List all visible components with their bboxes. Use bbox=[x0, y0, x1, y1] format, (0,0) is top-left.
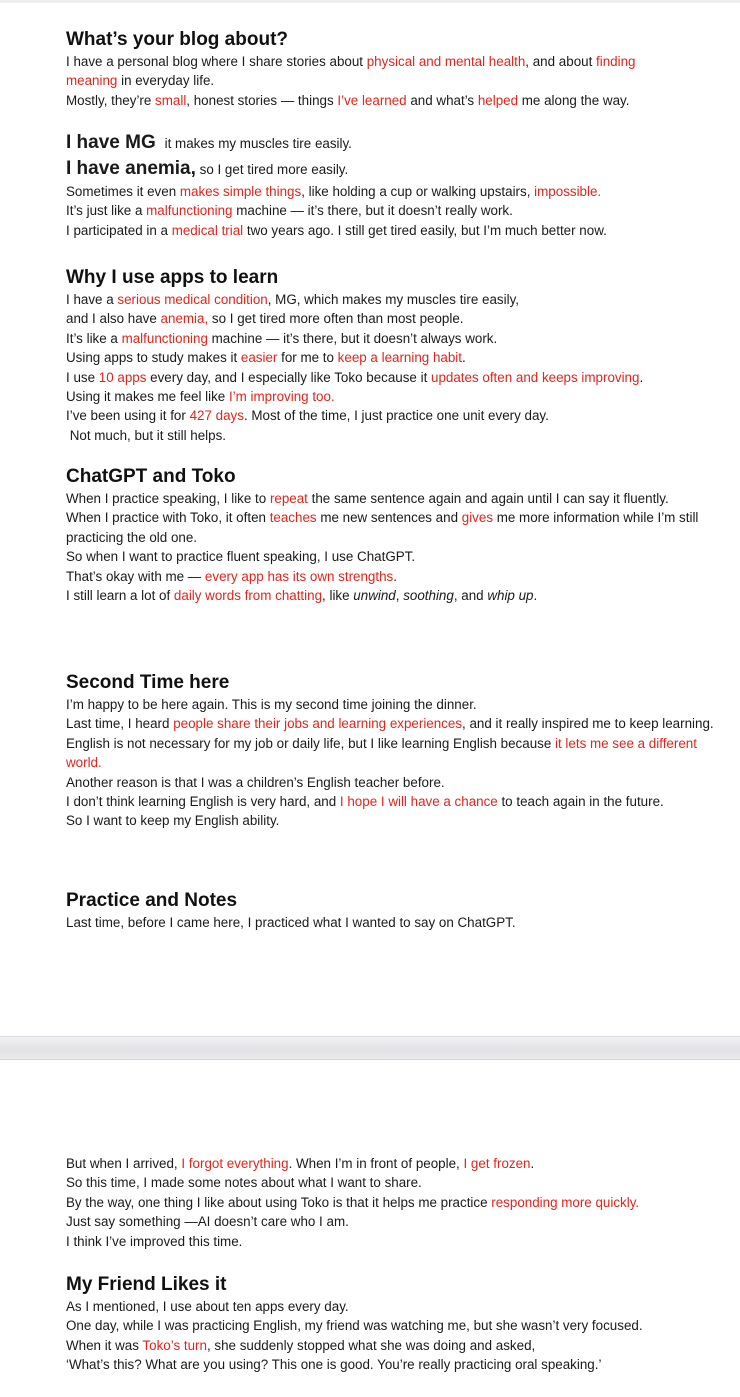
text: Mostly, they’re bbox=[66, 92, 156, 108]
highlight: makes simple things bbox=[179, 184, 302, 199]
text: Last time, I heard bbox=[66, 716, 174, 732]
highlight: people share their jobs and learning experiences bbox=[173, 716, 463, 732]
paragraph bbox=[66, 508, 728, 547]
text: for me to bbox=[277, 350, 338, 366]
paragraph-line: I’m happy to be here again. This is my second time joining the dinner. bbox=[66, 697, 477, 712]
text: . bbox=[462, 350, 466, 366]
text: and what’s bbox=[406, 92, 478, 108]
text: so I get tired more often than most people. bbox=[208, 311, 464, 327]
highlight: I hope I will have a chance bbox=[339, 794, 498, 810]
heading-practice-notes: Practice and Notes bbox=[66, 890, 238, 911]
paragraph-line: ‘What’s this? What are you using? This one is good. You’re really practicing oral speaking.’ bbox=[66, 1357, 602, 1373]
text: me along the way. bbox=[518, 92, 630, 108]
paragraph-line bbox=[66, 309, 728, 328]
text: every day, and I especially like Toko because it bbox=[146, 369, 432, 385]
highlight: every app has its own strengths bbox=[204, 568, 394, 584]
text: , honest stories — things bbox=[186, 92, 338, 108]
highlight: physical and mental health bbox=[366, 54, 526, 69]
text: . Most of the time, I just practice one unit every day. bbox=[243, 408, 549, 424]
paragraph-line bbox=[66, 426, 728, 445]
text: . bbox=[530, 1156, 535, 1171]
text: , MG, which makes my muscles tire easily, bbox=[267, 292, 519, 307]
text: . bbox=[393, 568, 397, 584]
section-practice-notes bbox=[66, 889, 728, 932]
paragraph-line bbox=[66, 329, 728, 348]
text: , and about bbox=[525, 54, 597, 69]
paragraph-line bbox=[66, 221, 728, 240]
text: me more information while I’m still practicing the old one. bbox=[66, 510, 699, 545]
paragraph bbox=[66, 489, 728, 508]
highlight: small bbox=[155, 92, 187, 108]
text: By the way, one thing I like about using Toko is that it helps me practice bbox=[66, 1194, 492, 1210]
text: When I practice speaking, I like to bbox=[66, 491, 270, 506]
text: machine — it’s there, but it doesn’t always work. bbox=[207, 330, 498, 346]
text: , like bbox=[322, 588, 354, 604]
highlight: medical trial bbox=[171, 222, 244, 238]
paragraph-line bbox=[66, 567, 728, 586]
heading-blog: What’s your blog about? bbox=[66, 29, 288, 50]
text: , like holding a cup or walking upstairs, bbox=[301, 184, 535, 199]
paragraph-line bbox=[66, 368, 728, 387]
section-apps bbox=[66, 266, 728, 445]
highlight: it lets me see a different world. bbox=[66, 735, 697, 771]
text: But when I arrived, bbox=[66, 1156, 182, 1171]
highlight: 10 apps bbox=[98, 369, 147, 385]
text: me new sentences and bbox=[316, 510, 462, 526]
text: it makes my muscles tire easily. bbox=[164, 136, 352, 151]
heading-apps: Why I use apps to learn bbox=[66, 267, 279, 288]
text: When it was bbox=[66, 1337, 143, 1353]
highlight: gives bbox=[461, 510, 494, 526]
text: the same sentence again and again until I can say it fluently. bbox=[307, 491, 669, 506]
section-continuation bbox=[66, 1154, 728, 1251]
highlight: updates often and keeps improving bbox=[431, 369, 640, 385]
paragraph-line bbox=[66, 1154, 728, 1173]
paragraph bbox=[66, 714, 728, 733]
highlight: responding more quickly. bbox=[491, 1194, 640, 1210]
heading-chatgpt-toko: ChatGPT and Toko bbox=[66, 466, 236, 487]
paragraph bbox=[66, 792, 728, 811]
page-break bbox=[0, 1036, 740, 1060]
paragraph-line bbox=[66, 290, 728, 309]
highlight: anemia, bbox=[160, 311, 209, 327]
text: , she suddenly stopped what she was doing and asked, bbox=[206, 1337, 536, 1353]
text: It’s just like a bbox=[66, 203, 147, 219]
italic-word: whip up bbox=[487, 588, 534, 604]
paragraph-line bbox=[66, 1193, 728, 1212]
paragraph-line bbox=[66, 52, 728, 71]
paragraph-line: Another reason is that I was a children’s English teacher before. bbox=[66, 774, 445, 790]
text: to teach again in the future. bbox=[497, 794, 664, 810]
highlight: easier bbox=[240, 350, 278, 366]
text: English is not necessary for my job or daily life, but I like learning English because bbox=[66, 735, 556, 751]
section-second-time bbox=[66, 671, 728, 831]
highlight: I get frozen bbox=[463, 1156, 531, 1171]
highlight: meaning bbox=[66, 73, 118, 89]
highlight: repeat bbox=[269, 491, 308, 506]
text: Not much, but it still helps. bbox=[66, 427, 227, 443]
text: and I also have bbox=[66, 311, 161, 327]
highlight: malfunctioning bbox=[146, 203, 233, 219]
text: I still learn a lot of bbox=[66, 588, 174, 604]
text: Sometimes it even bbox=[66, 184, 180, 199]
text: , bbox=[395, 588, 404, 604]
paragraph-line bbox=[66, 406, 728, 425]
text: . When I’m in front of people, bbox=[288, 1156, 464, 1171]
text: so I get tired more easily. bbox=[195, 162, 349, 177]
text: Using it makes me feel like bbox=[66, 389, 229, 405]
text: I don’t think learning English is very hard, and bbox=[66, 794, 340, 810]
text: , and bbox=[453, 588, 488, 604]
section-chatgpt-toko bbox=[66, 465, 728, 605]
text: I’ve been using it for bbox=[66, 408, 190, 424]
paragraph-line bbox=[66, 586, 728, 605]
heading-mg: I have MG bbox=[66, 132, 156, 153]
paragraph-line bbox=[66, 201, 728, 220]
paragraph-line bbox=[66, 1336, 728, 1355]
text: two years ago. I still get tired easily, but I’m much better now. bbox=[243, 222, 607, 238]
paragraph bbox=[66, 734, 728, 773]
italic-word: soothing bbox=[403, 588, 454, 604]
highlight: I’m improving too. bbox=[228, 389, 335, 405]
heading-friend: My Friend Likes it bbox=[66, 1274, 227, 1295]
text: It’s like a bbox=[66, 330, 122, 346]
text: I use bbox=[66, 369, 99, 385]
highlight: malfunctioning bbox=[121, 330, 208, 346]
text: That’s okay with me — bbox=[66, 568, 205, 584]
text: When I practice with Toko, it often bbox=[66, 510, 270, 526]
text: I participated in a bbox=[66, 222, 172, 238]
highlight: Toko’s turn bbox=[142, 1337, 207, 1353]
highlight: teaches bbox=[269, 510, 317, 526]
heading-anemia: I have anemia, bbox=[66, 158, 196, 179]
anemia-heading-line bbox=[66, 156, 728, 182]
highlight: serious medical condition bbox=[117, 292, 268, 307]
highlight: keep a learning habit bbox=[337, 350, 462, 366]
highlight: 427 days bbox=[189, 408, 244, 424]
text: , and it really inspired me to keep learning. bbox=[462, 716, 714, 732]
highlight: I’ve learned bbox=[337, 92, 407, 108]
paragraph-line: One day, while I was practicing English, my friend was watching me, but she wasn’t very focused. bbox=[66, 1318, 643, 1334]
text: Using apps to study makes it bbox=[66, 350, 241, 366]
paragraph-line: Last time, before I came here, I practiced what I wanted to say on ChatGPT. bbox=[66, 915, 516, 930]
paragraph-line: I think I’ve improved this time. bbox=[66, 1233, 243, 1249]
page-top-edge bbox=[0, 0, 740, 3]
paragraph-line bbox=[66, 71, 728, 90]
text: . bbox=[639, 369, 644, 385]
paragraph-line bbox=[66, 348, 728, 367]
highlight: finding bbox=[596, 54, 636, 69]
text: machine — it’s there, but it doesn’t really work. bbox=[232, 203, 513, 219]
paragraph-line: So when I want to practice fluent speaking, I use ChatGPT. bbox=[66, 549, 416, 565]
paragraph-line bbox=[66, 91, 728, 110]
section-blog bbox=[66, 28, 728, 110]
text: in everyday life. bbox=[117, 73, 215, 89]
text: . bbox=[533, 588, 538, 604]
highlight: daily words from chatting bbox=[173, 588, 323, 604]
heading-second-time: Second Time here bbox=[66, 672, 230, 693]
paragraph-line: Just say something —AI doesn’t care who I am. bbox=[66, 1214, 349, 1230]
highlight: helped bbox=[477, 92, 519, 108]
paragraph-line bbox=[66, 387, 728, 406]
paragraph-line: So this time, I made some notes about what I want to share. bbox=[66, 1175, 422, 1191]
section-mg bbox=[66, 130, 728, 240]
highlight: I forgot everything bbox=[181, 1156, 289, 1171]
italic-word: unwind bbox=[353, 588, 396, 604]
section-friend bbox=[66, 1273, 728, 1375]
paragraph-line: As I mentioned, I use about ten apps every day. bbox=[66, 1299, 349, 1314]
text: I have a bbox=[66, 292, 118, 307]
paragraph-line bbox=[66, 182, 728, 201]
paragraph-line: So I want to keep my English ability. bbox=[66, 813, 280, 829]
text: I have a personal blog where I share stories about bbox=[66, 54, 367, 69]
highlight: impossible. bbox=[534, 184, 602, 199]
mg-heading-line bbox=[66, 130, 728, 156]
